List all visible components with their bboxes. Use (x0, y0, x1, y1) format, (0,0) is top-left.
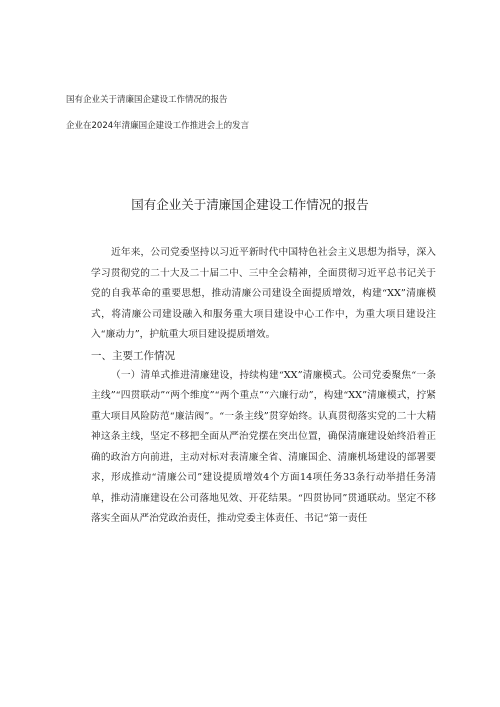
intro-paragraph: 近年来，公司党委坚持以习近平新时代中国特色社会主义思想为指导，深入学习贯彻党的二十大及二十届二中、三中全会精神，全面贯彻习近平总书记关于党的自我革命的重要思想，推动清廉公司建设全面提质增效，构建“XX”清廉模式，将清廉公司建设融入和服务重大项目建设中心工作中，为重大项目建设注入“廉动力”，护航重大项目建设提质增效。 (91, 247, 436, 340)
section-heading-main-work: 一、主要工作情况 (91, 349, 175, 362)
document-title: 国有企业关于清廉国企建设工作情况的报告 (131, 197, 369, 212)
section-paragraph-1: （一）清单式推进清廉建设，持续构建“XX”清廉模式。公司党委聚焦“一条主线”“四贯联动”“两个维度”“两个重点”“六廉行动”，构建“XX”清廉模式，拧紧重大项目风险防范“廉洁阀”。“一条主线”贯穿始终。认真贯彻落实党的二十大精神这条主线，坚定不移把全面从严治党摆在突出位置，确保清廉建设始终沿着正确的政治方向前进，主动对标对表清廉全省、清廉国企、清廉机场建设的部署要求，形成推动“清廉公司”建设提质增效4个方面14项任务33条行动举措任务清单，推动清廉建设在公司落地见效、开花结果。“四贯协同”贯通联动。坚定不移落实全面从严治党政治责任，推动党委主体责任、书记“第一责任 (91, 369, 436, 524)
toc-item-speech[interactable]: 企业在2024年清廉国企建设工作推进会上的发言 (66, 121, 250, 131)
table-of-contents (66, 94, 446, 146)
document-body (91, 243, 436, 530)
toc-item-report[interactable]: 国有企业关于清廉国企建设工作情况的报告 (66, 95, 228, 105)
